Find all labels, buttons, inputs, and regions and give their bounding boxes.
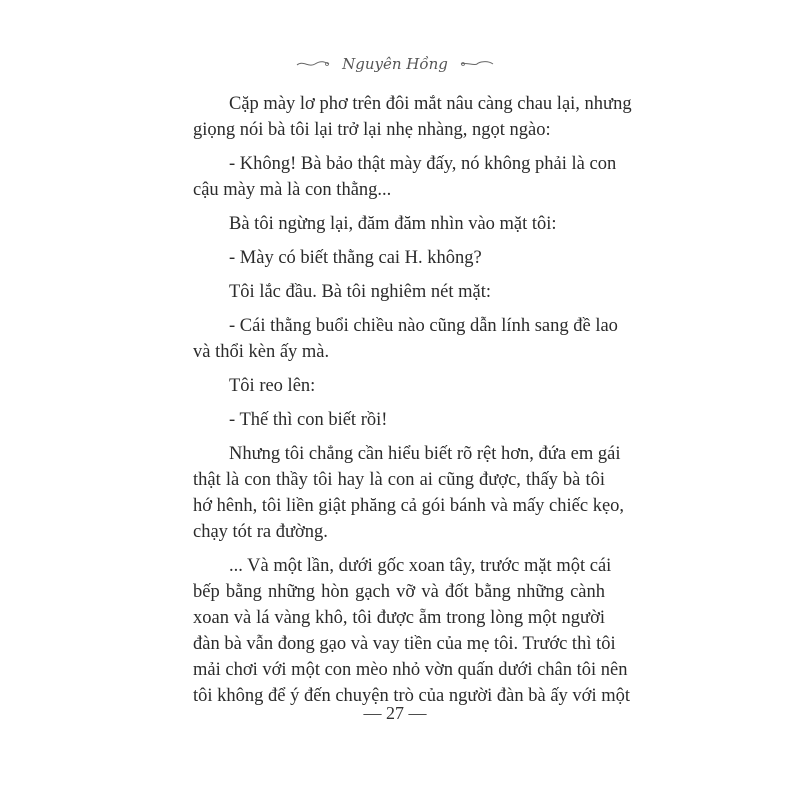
page-body-text [193, 91, 632, 717]
text-line: Cặp mày lơ phơ trên đôi mắt nâu càng chau lại, nhưng [229, 94, 632, 114]
paragraph [193, 279, 605, 305]
text-line: mải chơi với một con mèo nhỏ vờn quấn dưới chân tôi nên [193, 660, 628, 680]
text-line: tôi không để ý đến chuyện trò của người đàn bà ấy với một [193, 686, 631, 706]
paragraph [193, 553, 631, 709]
paragraph [193, 91, 632, 143]
text-line: Bà tôi ngừng lại, đăm đăm nhìn vào mặt tôi: [229, 214, 557, 234]
text-line: Tôi lắc đầu. Bà tôi nghiêm nét mặt: [229, 282, 492, 302]
paragraph [193, 245, 605, 271]
text-line: thật là con thầy tôi hay là con ai cũng được, thấy bà tôi [193, 470, 605, 490]
paragraph [193, 373, 605, 399]
text-line: - Thế thì con biết rồi! [229, 410, 388, 430]
text-line: ... Và một lần, dưới gốc xoan tây, trước mặt một cái [229, 556, 612, 576]
paragraph [193, 211, 605, 237]
text-line: hớ hênh, tôi liền giật phăng cả gói bánh và mấy chiếc kẹo, [193, 496, 625, 516]
text-line: cậu mày mà là con thằng... [193, 180, 392, 200]
text-line: Tôi reo lên: [229, 376, 316, 396]
author-name: Nguyên Hồng [342, 55, 448, 73]
paragraph [193, 151, 617, 203]
text-line: và thổi kèn ấy mà. [193, 342, 330, 362]
text-line: giọng nói bà tôi lại trở lại nhẹ nhàng, ngọt ngào: [193, 120, 551, 140]
text-line: Nhưng tôi chẳng cần hiểu biết rõ rệt hơn, đứa em gái [229, 444, 621, 464]
page-number: — 27 — [363, 703, 427, 723]
paragraph [193, 407, 605, 433]
text-line: - Cái thằng buổi chiều nào cũng dẫn lính sang đề lao [229, 316, 618, 336]
running-header [0, 54, 790, 73]
right-flourish-icon [459, 59, 495, 69]
paragraph [193, 441, 625, 545]
paragraph [193, 313, 618, 365]
left-flourish-icon [295, 59, 331, 69]
text-line: - Mày có biết thằng cai H. không? [229, 248, 482, 268]
text-line: chạy tót ra đường. [193, 522, 328, 542]
text-line: xoan và lá vàng khô, tôi được ẵm trong lòng một người [193, 608, 605, 628]
text-line: - Không! Bà bảo thật mày đấy, nó không phải là con [229, 154, 617, 174]
text-line: đàn bà vẫn đong gạo và vay tiền của mẹ tôi. Trước thì tôi [193, 634, 616, 654]
text-line: bếp bằng những hòn gạch vỡ và đốt bằng những cành [193, 582, 605, 602]
